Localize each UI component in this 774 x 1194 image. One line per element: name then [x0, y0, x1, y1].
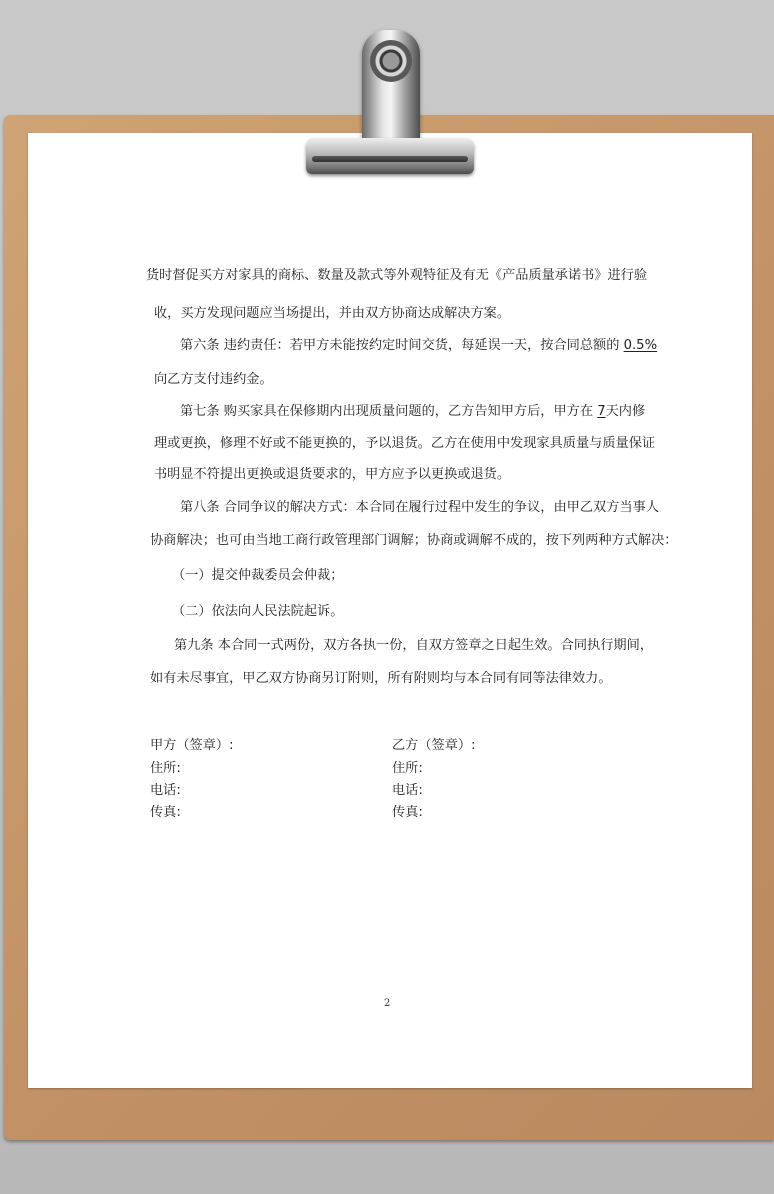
text-line: 书明显不符提出更换或退货要求的，甲方应予以更换或退货。: [154, 467, 511, 482]
party-b-sign: 乙方（签章）:: [392, 738, 476, 753]
party-b-phone: 电话:: [392, 783, 423, 798]
article-6: [180, 336, 657, 356]
penalty-rate: 0.5%: [623, 338, 658, 353]
text-line: 如有未尽事宜，甲乙双方协商另订附则，所有附则均与本合同有同等法律效力。: [150, 671, 612, 686]
article-7-text: 第七条 购买家具在保修期内出现质量问题的，乙方告知甲方后，甲方在: [180, 404, 594, 419]
text-line: 收，买方发现问题应当场提出，并由双方协商达成解决方案。: [154, 306, 511, 321]
party-b-fax: 传真:: [392, 805, 423, 820]
article-9: 第九条 本合同一式两份，双方各执一份，自双方签章之日起生效。合同执行期间，: [174, 638, 653, 653]
repair-days-suffix: 天内修: [605, 404, 646, 419]
text-line: 货时督促买方对家具的商标、数量及款式等外观特征及有无《产品质量承诺书》进行验: [146, 268, 648, 283]
party-a-sign: 甲方（签章）:: [150, 738, 234, 753]
article-6-text: 第六条 违约责任：若甲方未能按约定时间交货，每延误一天，按合同总额的: [180, 338, 620, 353]
article-8: 第八条 合同争议的解决方式：本合同在履行过程中发生的争议，由甲乙双方当事人: [180, 500, 659, 515]
article-7: [180, 402, 645, 422]
repair-days: 7: [597, 404, 606, 419]
clip-base: [306, 138, 474, 174]
option-arbitration: （一）提交仲裁委员会仲裁；: [172, 568, 344, 583]
text-line: 协商解决；也可由当地工商行政管理部门调解；协商或调解不成的，按下列两种方式解决：: [150, 533, 678, 548]
party-a-address: 住所:: [150, 761, 181, 776]
clip-ring-icon: [370, 40, 412, 82]
party-a-fax: 传真:: [150, 805, 181, 820]
party-a-phone: 电话:: [150, 783, 181, 798]
text-line: 向乙方支付违约金。: [154, 372, 273, 387]
text-line: 理或更换，修理不好或不能更换的，予以退货。乙方在使用中发现家具质量与质量保证: [154, 436, 656, 451]
page-number: 2: [384, 998, 391, 1009]
party-b-address: 住所:: [392, 761, 423, 776]
option-court: （二）依法向人民法院起诉。: [172, 604, 344, 619]
